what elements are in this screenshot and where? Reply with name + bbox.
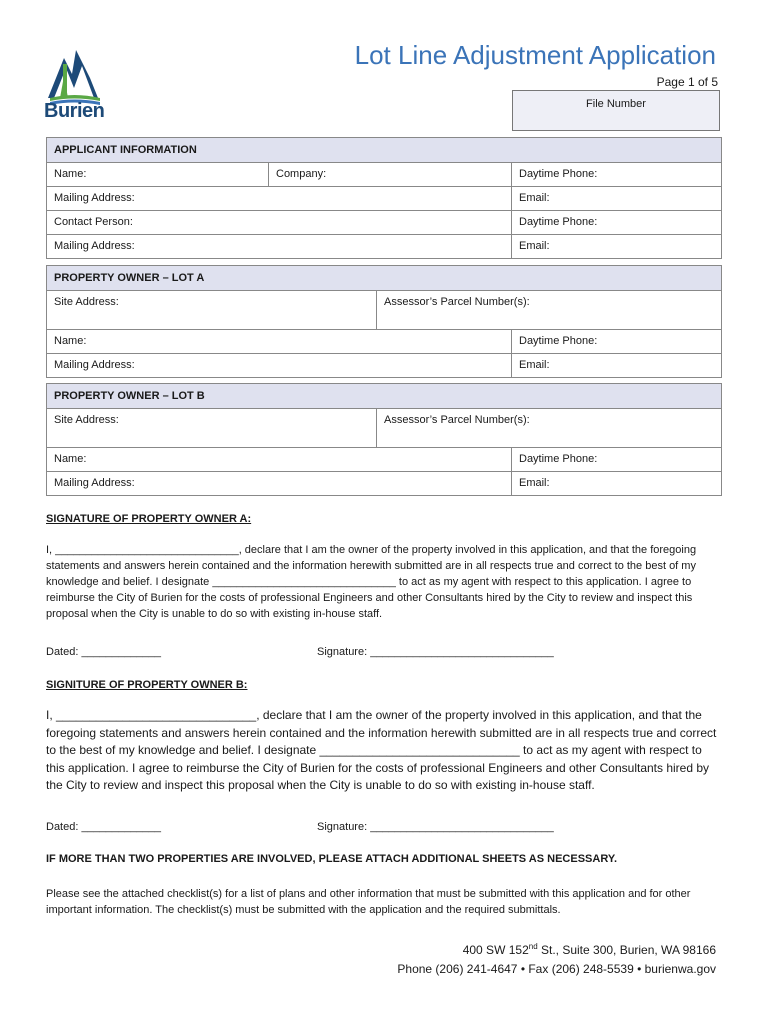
signature-b-declaration: I, ______________________________, declare that I am the owner of the property involved in this application, and that the foregoing statements and answers herein contained and the information herewith submitted are in all respects true and correct to the best of my knowledge and belief. I designate ______________________________ to act as my agent with respect to this application. I agree to reimburse the City of Burien for the costs of professional Engineers and other Consultants hired by the City to review and inspect this proposal when the City is unable to do so with existing in-house staff.: [46, 708, 717, 792]
signature-b-heading: SIGNITURE OF PROPERTY OWNER B:: [46, 679, 248, 691]
signature-a-signature-field[interactable]: Signature: ______________________________: [317, 646, 554, 658]
owner-a-heading: PROPERTY OWNER – LOT A: [47, 266, 722, 291]
owner-a-table: [46, 265, 722, 378]
logo-wordmark: Burien: [44, 100, 105, 122]
owner-b-heading: PROPERTY OWNER – LOT B: [47, 384, 722, 409]
owner-a-email-field[interactable]: Email:: [512, 354, 722, 378]
applicant-information-table: [46, 137, 722, 259]
owner-b-name-field[interactable]: Name:: [47, 448, 512, 472]
signature-a-dated-field[interactable]: Dated: _____________: [46, 646, 161, 658]
checklist-note: Please see the attached checklist(s) for a list of plans and other information that must be submitted with this application and for other important information. The checklist(s) must be submitted with the application and the required submittals.: [46, 888, 691, 916]
owner-b-parcel-field[interactable]: Assessor’s Parcel Number(s):: [377, 409, 722, 448]
owner-a-name-field[interactable]: Name:: [47, 330, 512, 354]
applicant-mailing-address-field[interactable]: Mailing Address:: [47, 187, 512, 211]
signature-a-declaration: I, ______________________________, declare that I am the owner of the property involved in this application, and that the foregoing statements and answers herein contained and the information herewith submitted are in all respects true and correct to the best of my knowledge and belief. I designate ______________________________ to act as my agent with respect to this application. I agree to reimburse the City of Burien for the costs of professional Engineers and other Consultants hired by the City to review and inspect this proposal when the City is unable to do so with existing in-house staff.: [46, 544, 697, 620]
page-title: Lot Line Adjustment Application: [354, 40, 716, 70]
applicant-company-field[interactable]: Company:: [269, 163, 512, 187]
contact-phone-field[interactable]: Daytime Phone:: [512, 211, 722, 235]
applicant-phone-field[interactable]: Daytime Phone:: [512, 163, 722, 187]
multiple-properties-note: IF MORE THAN TWO PROPERTIES ARE INVOLVED, PLEASE ATTACH ADDITIONAL SHEETS AS NECESSARY.: [46, 853, 618, 865]
owner-a-phone-field[interactable]: Daytime Phone:: [512, 330, 722, 354]
footer: [397, 937, 716, 979]
owner-a-parcel-field[interactable]: Assessor’s Parcel Number(s):: [377, 291, 722, 330]
owner-b-mailing-address-field[interactable]: Mailing Address:: [47, 472, 512, 496]
signature-b-dated-field[interactable]: Dated: _____________: [46, 821, 161, 833]
owner-b-table: [46, 383, 722, 496]
applicant-email-field[interactable]: Email:: [512, 187, 722, 211]
contact-email-field[interactable]: Email:: [512, 235, 722, 259]
owner-b-phone-field[interactable]: Daytime Phone:: [512, 448, 722, 472]
owner-b-email-field[interactable]: Email:: [512, 472, 722, 496]
signature-a-heading: SIGNATURE OF PROPERTY OWNER A:: [46, 513, 252, 525]
file-number-label: File Number: [586, 98, 646, 110]
contact-mailing-address-field[interactable]: Mailing Address:: [47, 235, 512, 259]
footer-contact: Phone (206) 241-4647 • Fax (206) 248-5539 • burienwa.gov: [397, 962, 716, 976]
signature-b-signature-field[interactable]: Signature: ______________________________: [317, 821, 554, 833]
footer-address: 400 SW 152nd St., Suite 300, Burien, WA 98166: [462, 942, 716, 957]
applicant-name-field[interactable]: Name:: [47, 163, 269, 187]
file-number-field[interactable]: [512, 90, 720, 131]
owner-b-site-address-field[interactable]: Site Address:: [47, 409, 377, 448]
owner-a-site-address-field[interactable]: Site Address:: [47, 291, 377, 330]
page-number: Page 1 of 5: [656, 75, 718, 89]
applicant-heading: APPLICANT INFORMATION: [47, 138, 722, 163]
contact-person-field[interactable]: Contact Person:: [47, 211, 512, 235]
owner-a-mailing-address-field[interactable]: Mailing Address:: [47, 354, 512, 378]
